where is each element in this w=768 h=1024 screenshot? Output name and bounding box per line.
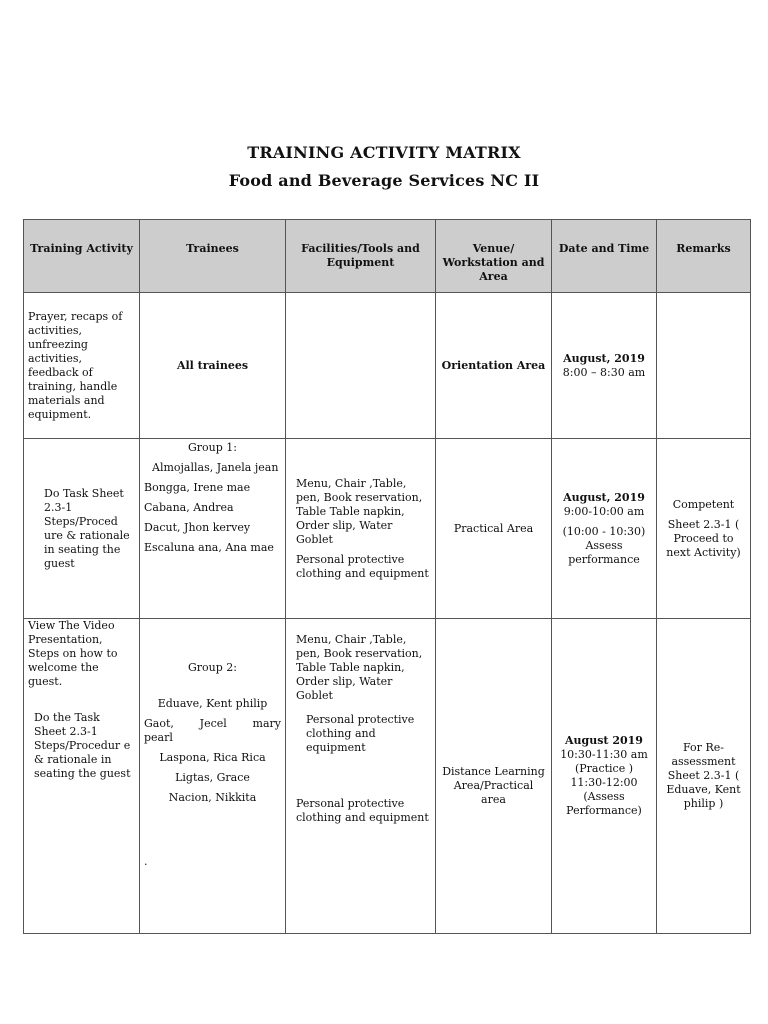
trainee-name: Bongga, Irene mae <box>144 481 251 494</box>
ppe-label: Personal protective clothing and equipment <box>296 797 429 824</box>
activity-video: View The Video Presentation, Steps on how to welcome the guest. <box>28 619 118 688</box>
document-subtitle: Food and Beverage Services NC II <box>228 171 540 190</box>
venue-cell: Orientation Area <box>436 293 552 439</box>
trainee-name: Ligtas, Grace <box>175 771 250 784</box>
trainee-name: Cabana, Andrea <box>144 501 234 514</box>
remarks-cell <box>657 293 751 439</box>
trainees-cell <box>140 439 286 619</box>
facilities-list: Menu, Chair ,Table, pen, Book reservation, Table Table napkin, Order slip, Water Goblet <box>296 476 423 546</box>
date-time-cell <box>552 439 657 619</box>
header-facilities: Facilities/Tools and Equipment <box>286 220 436 293</box>
header-date-time: Date and Time <box>552 220 657 293</box>
time-label: 8:00 – 8:30 am <box>562 365 646 379</box>
remarks-note: Sheet 2.3-1 ( Proceed to next Activity) <box>666 517 741 559</box>
trainee-name: Laspona, Rica Rica <box>159 751 266 764</box>
document-title: TRAINING ACTIVITY MATRIX <box>247 143 521 162</box>
trainee-name: Dacut, Jhon kervey <box>144 521 251 534</box>
trainee-name: Almojallas, Janela jean <box>152 461 279 474</box>
table-row <box>24 619 751 934</box>
ppe-label: Personal protective clothing and equipment <box>296 552 429 580</box>
table-row <box>24 439 751 619</box>
time-label: 9:00-10:00 am <box>563 504 645 518</box>
header-trainees: Trainees <box>140 220 286 293</box>
venue-cell: Distance Learning Area/Practical area <box>436 619 552 934</box>
trainees-cell <box>140 619 286 934</box>
trainee-name: Nacion, Nikkita <box>168 791 257 804</box>
date-label: August 2019 <box>565 734 643 747</box>
group-label: Group 1: <box>188 441 237 454</box>
activity-cell: Prayer, recaps of activities, unfreezing activities, feedback of training, handle materials and equipment. <box>24 293 140 439</box>
date-time-cell <box>552 293 657 439</box>
table-row <box>24 293 751 439</box>
training-matrix-table <box>23 219 751 934</box>
activity-cell <box>24 619 140 934</box>
remarks-cell <box>657 439 751 619</box>
facilities-cell <box>286 293 436 439</box>
facilities-cell <box>286 619 436 934</box>
header-remarks: Remarks <box>657 220 751 293</box>
activity-task: Do the Task Sheet 2.3-1 Steps/Procedur e & rationale in seating the guest <box>34 711 131 780</box>
facilities-list: Menu, Chair ,Table, pen, Book reservation, Table Table napkin, Order slip, Water Goblet <box>296 633 423 702</box>
venue-cell: Practical Area <box>436 439 552 619</box>
remarks-status: Competent <box>672 497 735 511</box>
header-venue: Venue/ Workstation and Area <box>436 220 552 293</box>
time-label: 10:30-11:30 am (Practice ) 11:30-12:00 (Assess Performance) <box>560 748 648 817</box>
dot-mark: . <box>144 855 148 868</box>
date-label: August, 2019 <box>563 351 645 365</box>
trainees-cell: All trainees <box>140 293 286 439</box>
date-label: August, 2019 <box>563 490 645 504</box>
header-training-activity: Training Activity <box>24 220 140 293</box>
assess-label: (10:00 - 10:30) Assess performance <box>562 524 646 566</box>
date-time-cell <box>552 619 657 934</box>
trainee-name: Eduave, Kent philip <box>157 697 268 710</box>
trainee-name-cont: pearl <box>144 731 173 744</box>
facilities-cell <box>286 439 436 619</box>
header-row <box>24 220 751 293</box>
ppe-label: Personal protective clothing and equipment <box>306 713 415 754</box>
trainee-name-part: Gaot, <box>144 717 174 730</box>
remarks-cell: For Re-assessment Sheet 2.3-1 ( Eduave, Kent philip ) <box>657 619 751 934</box>
trainee-name-part: Jecel <box>199 717 227 730</box>
trainee-name-part: mary <box>252 717 281 730</box>
trainee-name: Escaluna ana, Ana mae <box>144 541 274 554</box>
group-label: Group 2: <box>188 661 237 674</box>
trainee-name <box>144 717 281 731</box>
activity-cell: Do Task Sheet 2.3-1 Steps/Proced ure & rationale in seating the guest <box>24 439 140 619</box>
